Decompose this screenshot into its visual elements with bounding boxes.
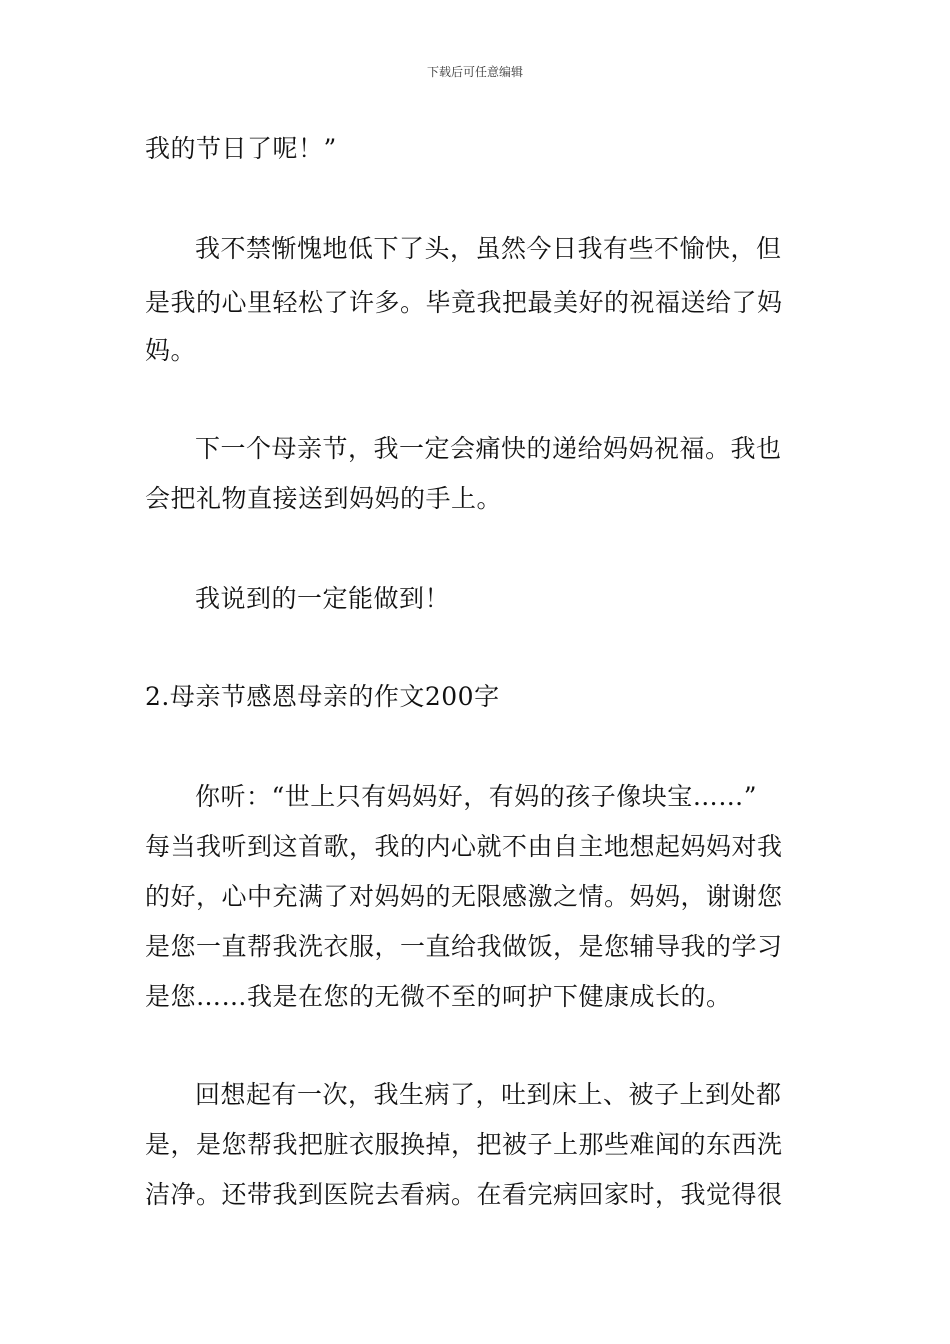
text-line: 是，是您帮我把脏衣服换掉，把被子上那些难闻的东西洗 — [145, 1130, 783, 1159]
section-heading: 2.母亲节感恩母亲的作文200字 — [145, 682, 500, 711]
page-header: 下载后可任意编辑 — [426, 65, 523, 79]
text-line: 的好，心中充满了对妈妈的无限感激之情。妈妈，谢谢您 — [145, 882, 783, 911]
text-line: 是您一直帮我洗衣服，一直给我做饭，是您辅导我的学习 — [145, 932, 783, 961]
text-line: 我不禁惭愧地低下了头，虽然今日我有些不愉快，但 — [195, 234, 782, 263]
text-line: 回想起有一次，我生病了，吐到床上、被子上到处都 — [195, 1080, 782, 1109]
text-line: 洁净。还带我到医院去看病。在看完病回家时，我觉得很 — [145, 1180, 783, 1209]
text-line: 每当我听到这首歌，我的内心就不由自主地想起妈妈对我 — [145, 832, 783, 861]
text-line: 会把礼物直接送到妈妈的手上。 — [145, 484, 503, 513]
text-line: 下一个母亲节，我一定会痛快的递给妈妈祝福。我也 — [195, 434, 782, 463]
text-line: 我说到的一定能做到！ — [195, 584, 451, 613]
text-line: 是您……我是在您的无微不至的呵护下健康成长的。 — [145, 982, 732, 1011]
text-line: 妈。 — [145, 336, 197, 365]
text-line: 我的节日了呢！” — [145, 134, 337, 163]
text-line: 你听：“世上只有妈妈好，有妈的孩子像块宝……” — [195, 782, 758, 811]
text-line: 是我的心里轻松了许多。毕竟我把最美好的祝福送给了妈 — [145, 288, 783, 317]
